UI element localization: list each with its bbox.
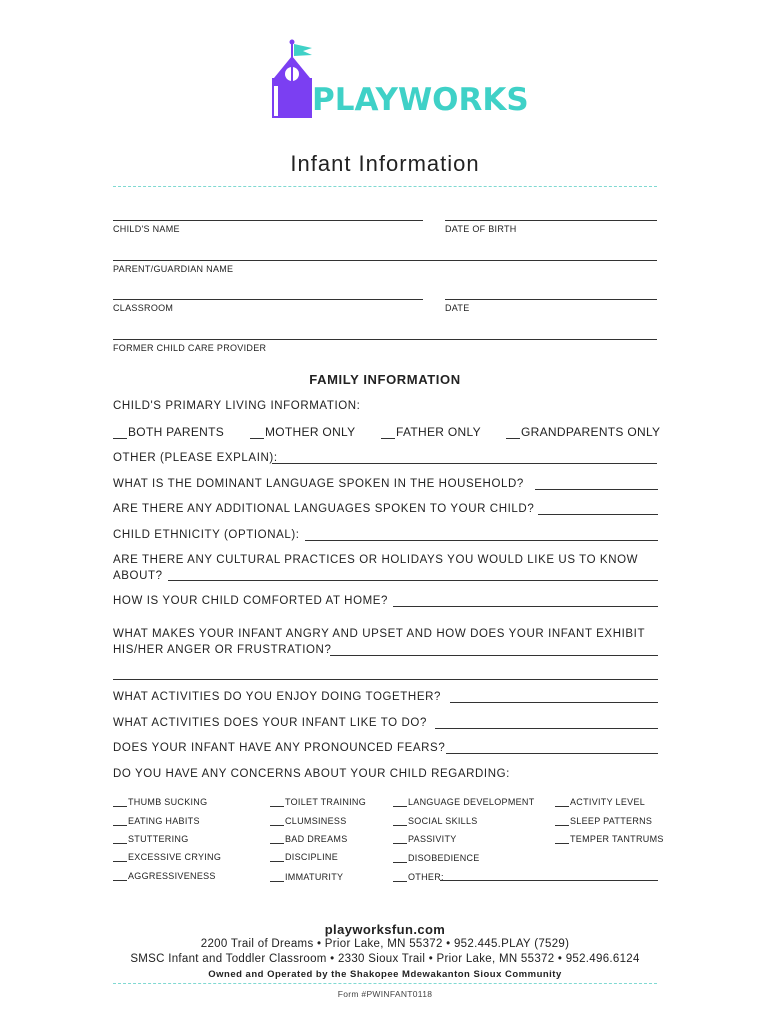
infant-likes-line[interactable] (435, 728, 658, 729)
additional-language-question: ARE THERE ANY ADDITIONAL LANGUAGES SPOKEN TO YOUR CHILD? (113, 503, 535, 515)
language-line[interactable] (535, 489, 658, 490)
footer-owned: Owned and Operated by the Shakopee Mdewakanton Sioux Community (208, 969, 562, 980)
angry-question-line2: HIS/HER ANGER OR FRUSTRATION? (113, 644, 332, 656)
checkbox-blank[interactable] (555, 816, 569, 826)
option-mother-only[interactable]: MOTHER ONLY (250, 425, 355, 439)
option-father-only[interactable]: FATHER ONLY (381, 425, 481, 439)
other-explain-label: OTHER (PLEASE EXPLAIN): (113, 452, 278, 464)
comforted-line[interactable] (393, 606, 658, 607)
option-both-parents[interactable]: BOTH PARENTS (113, 425, 224, 439)
ethnicity-question: CHILD ETHNICITY (OPTIONAL): (113, 529, 300, 541)
playworks-logo (268, 38, 529, 120)
parent-label: PARENT/GUARDIAN NAME (113, 264, 234, 274)
checkbox-blank[interactable] (113, 852, 127, 862)
concern-activity-level[interactable]: ACTIVITY LEVEL (555, 797, 645, 807)
classroom-line[interactable] (113, 299, 423, 300)
infant-likes-question: WHAT ACTIVITIES DOES YOUR INFANT LIKE TO DO? (113, 717, 427, 729)
checkbox-blank[interactable] (506, 427, 520, 439)
concern-discipline[interactable]: DISCIPLINE (270, 852, 338, 862)
child-name-label: CHILD'S NAME (113, 224, 180, 234)
fears-line[interactable] (446, 753, 658, 754)
checkbox-blank[interactable] (270, 816, 284, 826)
comforted-question: HOW IS YOUR CHILD COMFORTED AT HOME? (113, 595, 389, 607)
concern-toilet-training[interactable]: TOILET TRAINING (270, 797, 366, 807)
concern-other-line[interactable] (440, 880, 658, 881)
concern-sleep-patterns[interactable]: SLEEP PATTERNS (555, 816, 652, 826)
checkbox-blank[interactable] (113, 816, 127, 826)
checkbox-blank[interactable] (270, 872, 284, 882)
checkbox-blank[interactable] (393, 816, 407, 826)
checkbox-blank[interactable] (113, 834, 127, 844)
cultural-question-line1: ARE THERE ANY CULTURAL PRACTICES OR HOLIDAYS YOU WOULD LIKE US TO KNOW (113, 554, 639, 566)
cultural-question-line2: ABOUT? (113, 570, 163, 582)
footer-website[interactable]: playworksfun.com (324, 922, 446, 937)
option-grandparents-only[interactable]: GRANDPARENTS ONLY (506, 425, 660, 439)
footer-divider (113, 983, 657, 984)
checkbox-blank[interactable] (270, 852, 284, 862)
classroom-label: CLASSROOM (113, 303, 174, 313)
footer-form-number: Form #PWINFANT0118 (337, 989, 433, 999)
fears-question: DOES YOUR INFANT HAVE ANY PRONOUNCED FEARS? (113, 742, 446, 754)
date-line[interactable] (445, 299, 657, 300)
checkbox-blank[interactable] (393, 797, 407, 807)
concern-immaturity[interactable]: IMMATURITY (270, 872, 343, 882)
other-explain-line[interactable] (272, 463, 657, 464)
checkbox-blank[interactable] (381, 427, 395, 439)
angry-line-1[interactable] (330, 655, 658, 656)
dob-label: DATE OF BIRTH (445, 224, 517, 234)
checkbox-blank[interactable] (393, 872, 407, 882)
concern-stuttering[interactable]: STUTTERING (113, 834, 189, 844)
footer-address-1: 2200 Trail of Dreams • Prior Lake, MN 55372 • 952.445.PLAY (7529) (200, 938, 570, 950)
former-provider-label: FORMER CHILD CARE PROVIDER (113, 343, 267, 353)
language-question: WHAT IS THE DOMINANT LANGUAGE SPOKEN IN THE HOUSEHOLD? (113, 478, 524, 490)
concern-other[interactable]: OTHER: (393, 872, 444, 882)
concern-passivity[interactable]: PASSIVITY (393, 834, 457, 844)
checkbox-blank[interactable] (113, 427, 127, 439)
together-line[interactable] (450, 702, 658, 703)
checkbox-blank[interactable] (113, 871, 127, 881)
former-provider-line[interactable] (113, 339, 657, 340)
concern-thumb-sucking[interactable]: THUMB SUCKING (113, 797, 207, 807)
concern-temper-tantrums[interactable]: TEMPER TANTRUMS (555, 834, 664, 844)
child-name-line[interactable] (113, 220, 423, 221)
brand-name: PLAYWORKS (312, 82, 529, 118)
ethnicity-line[interactable] (305, 540, 658, 541)
checkbox-blank[interactable] (393, 834, 407, 844)
parent-line[interactable] (113, 260, 657, 261)
concern-aggressiveness[interactable]: AGGRESSIVENESS (113, 871, 216, 881)
checkbox-blank[interactable] (555, 797, 569, 807)
checkbox-blank[interactable] (250, 427, 264, 439)
angry-question-line1: WHAT MAKES YOUR INFANT ANGRY AND UPSET AND HOW DOES YOUR INFANT EXHIBIT (113, 628, 646, 640)
concern-social-skills[interactable]: SOCIAL SKILLS (393, 816, 478, 826)
checkbox-blank[interactable] (270, 797, 284, 807)
concern-clumsiness[interactable]: CLUMSINESS (270, 816, 347, 826)
checkbox-blank[interactable] (393, 853, 407, 863)
date-label: DATE (445, 303, 470, 313)
footer-address-2: SMSC Infant and Toddler Classroom • 2330 Sioux Trail • Prior Lake, MN 55372 • 952.496.6124 (130, 953, 640, 965)
dob-line[interactable] (445, 220, 657, 221)
page-title: Infant Information (290, 151, 480, 176)
checkbox-blank[interactable] (555, 834, 569, 844)
living-question: CHILD'S PRIMARY LIVING INFORMATION: (113, 400, 361, 412)
checkbox-blank[interactable] (113, 797, 127, 807)
additional-language-line[interactable] (538, 514, 658, 515)
concern-language-development[interactable]: LANGUAGE DEVELOPMENT (393, 797, 535, 807)
title-divider (113, 186, 657, 187)
family-heading: FAMILY INFORMATION (309, 372, 461, 387)
concern-disobedience[interactable]: DISOBEDIENCE (393, 853, 480, 863)
concerns-question: DO YOU HAVE ANY CONCERNS ABOUT YOUR CHILD REGARDING: (113, 768, 510, 780)
checkbox-blank[interactable] (270, 834, 284, 844)
concern-eating-habits[interactable]: EATING HABITS (113, 816, 200, 826)
concern-bad-dreams[interactable]: BAD DREAMS (270, 834, 348, 844)
concern-excessive-crying[interactable]: EXCESSIVE CRYING (113, 852, 221, 862)
angry-line-2[interactable] (113, 679, 658, 680)
cultural-line[interactable] (168, 580, 658, 581)
together-question: WHAT ACTIVITIES DO YOU ENJOY DOING TOGETHER? (113, 691, 442, 703)
